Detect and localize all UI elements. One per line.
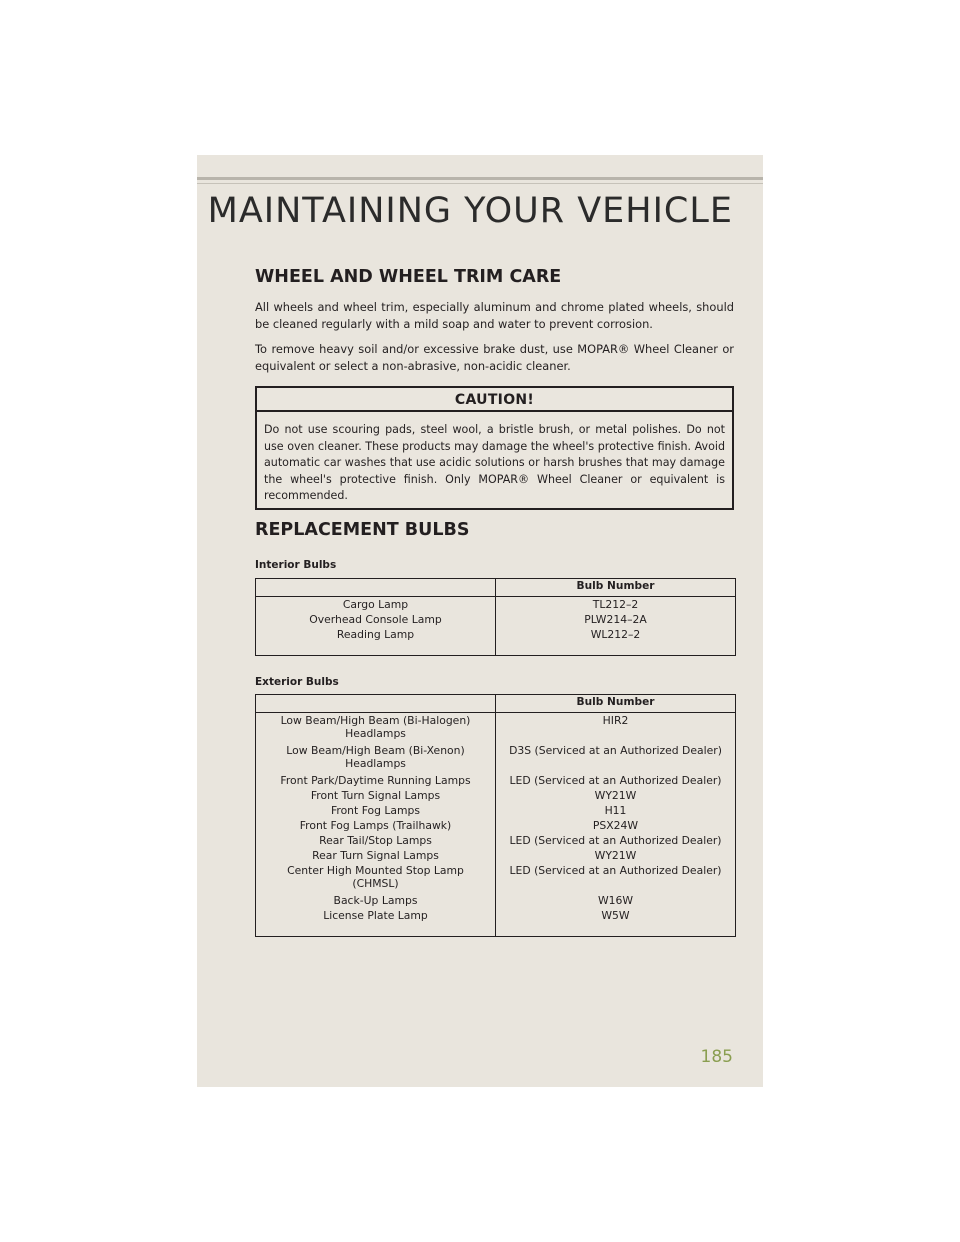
table-cell-lamp: Low Beam/High Beam (Bi-Halogen) Headlamps — [256, 713, 496, 744]
table-cell-number: LED (Serviced at an Authorized Dealer) — [496, 773, 736, 788]
table-cell-lamp: Reading Lamp — [256, 627, 496, 656]
interior-bulbs-table — [255, 578, 736, 656]
table-cell-number: WY21W — [496, 848, 736, 863]
exterior-bulbs-table — [255, 694, 736, 937]
table-cell-lamp: Front Park/Daytime Running Lamps — [256, 773, 496, 788]
table-header-blank — [256, 579, 496, 597]
table-cell-number: D3S (Serviced at an Authorized Dealer) — [496, 743, 736, 773]
table-cell-number: W16W — [496, 893, 736, 908]
table-cell-lamp: Back-Up Lamps — [256, 893, 496, 908]
caution-title: CAUTION! — [257, 388, 732, 412]
table-cell-number: W5W — [496, 908, 736, 937]
table-header-bulb-number: Bulb Number — [496, 579, 736, 597]
wheel-care-heading: WHEEL AND WHEEL TRIM CARE — [255, 267, 562, 287]
table-cell-number: WL212–2 — [496, 627, 736, 656]
table-cell-number: WY21W — [496, 788, 736, 803]
wheel-care-paragraph-1: All wheels and wheel trim, especially aluminum and chrome plated wheels, should be cleaned regularly with a mild soap and water to prevent corrosion. — [255, 300, 734, 331]
replacement-bulbs-heading: REPLACEMENT BULBS — [255, 520, 470, 540]
table-cell-number: PLW214–2A — [496, 612, 736, 627]
table-cell-lamp: Overhead Console Lamp — [256, 612, 496, 627]
page-number: 185 — [700, 1047, 733, 1067]
table-header-bulb-number: Bulb Number — [496, 695, 736, 713]
table-cell-number: LED (Serviced at an Authorized Dealer) — [496, 833, 736, 848]
caution-box — [255, 386, 734, 510]
table-cell-lamp: License Plate Lamp — [256, 908, 496, 937]
table-cell-lamp: Front Fog Lamps (Trailhawk) — [256, 818, 496, 833]
table-cell-number: LED (Serviced at an Authorized Dealer) — [496, 863, 736, 893]
header-rule — [197, 177, 763, 180]
header-rule-thin — [197, 183, 763, 184]
table-header-blank — [256, 695, 496, 713]
chapter-title: MAINTAINING YOUR VEHICLE — [207, 191, 733, 231]
exterior-bulbs-label: Exterior Bulbs — [255, 676, 339, 688]
table-cell-number: HIR2 — [496, 713, 736, 744]
table-cell-lamp: Low Beam/High Beam (Bi-Xenon) Headlamps — [256, 743, 496, 773]
wheel-care-paragraph-2: To remove heavy soil and/or excessive brake dust, use MOPAR® Wheel Cleaner or equivalent or select a non-abrasive, non-acidic cleaner. — [255, 342, 734, 373]
caution-text: Do not use scouring pads, steel wool, a bristle brush, or metal polishes. Do not use oven cleaner. These products may damage the wheel's protective finish. Avoid automatic car washes that use acidic solutions or harsh brushes that may damage the wheel's protective finish. Only MOPAR® Wheel Cleaner or equivalent is recommended. — [264, 423, 725, 503]
table-cell-lamp: Front Turn Signal Lamps — [256, 788, 496, 803]
table-cell-lamp: Rear Turn Signal Lamps — [256, 848, 496, 863]
interior-bulbs-label: Interior Bulbs — [255, 559, 337, 571]
table-cell-number: PSX24W — [496, 818, 736, 833]
manual-page — [197, 155, 763, 1087]
table-cell-number: TL212–2 — [496, 597, 736, 613]
table-cell-number: H11 — [496, 803, 736, 818]
table-cell-lamp: Rear Tail/Stop Lamps — [256, 833, 496, 848]
table-cell-lamp: Front Fog Lamps — [256, 803, 496, 818]
table-cell-lamp: Center High Mounted Stop Lamp (CHMSL) — [256, 863, 496, 893]
table-cell-lamp: Cargo Lamp — [256, 597, 496, 613]
